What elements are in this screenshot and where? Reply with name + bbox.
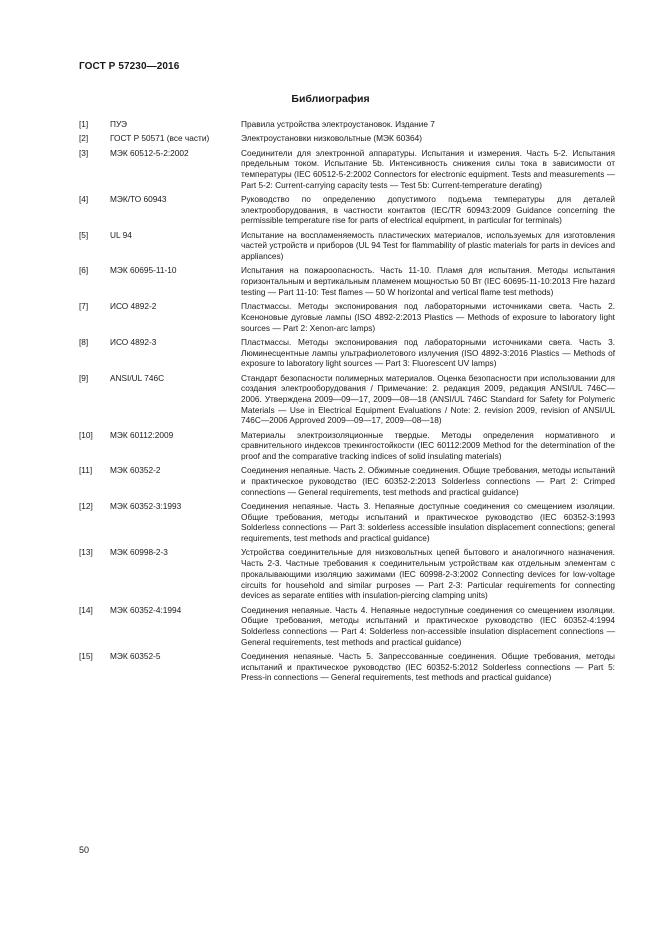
bibliography-entry bbox=[79, 337, 615, 369]
entry-description: Соединения непаяные. Часть 5. Запрессованные соединения. Общие требования, методы испытаний и практическое руководство (IEC 60352-5:2012 Solderless connections — Part 5: Press-in connections — General requirements, test methods and practical guidance) bbox=[241, 650, 615, 683]
bibliography-entry bbox=[79, 430, 615, 462]
entry-code: UL 94 bbox=[110, 229, 132, 240]
entry-number: [1] bbox=[79, 119, 89, 129]
entry-code: ANSI/UL 746C bbox=[110, 372, 165, 383]
entry-description: Испытание на воспламеняемость пластических материалов, используемых для изготовления частей устройств и приборов (UL 94 Test for flammability of plastic materials for parts in devices and appliances) bbox=[241, 229, 616, 262]
entry-description: Электроустановки низковольтные (МЭК 60364) bbox=[241, 133, 422, 144]
bibliography-entry bbox=[79, 605, 615, 648]
bibliography-entry bbox=[79, 230, 615, 262]
entry-number: [7] bbox=[79, 301, 89, 312]
bibliography-entry bbox=[79, 547, 615, 601]
entry-code: МЭК 60352-3:1993 bbox=[110, 501, 182, 512]
entry-code: МЭК 60352-2 bbox=[110, 465, 161, 476]
entry-code: МЭК/ТО 60943 bbox=[110, 194, 167, 204]
document-header: ГОСТ Р 57230—2016 bbox=[79, 61, 180, 72]
entry-code: МЭК 60352-4:1994 bbox=[110, 604, 182, 615]
bibliography-entry bbox=[79, 373, 615, 427]
bibliography-list bbox=[79, 119, 615, 687]
bibliography-entry bbox=[79, 133, 615, 144]
entry-description: Соединения непаяные. Часть 4. Непаяные недоступные соединения со смещением изоляции. Общие требования, методы испытаний и практическое руководство (IEC 60352-4:1994 Solderless connections — Part 4: Solderless non-accessible insulation displacement connections — General requirements, test methods and practical guidance) bbox=[241, 604, 615, 647]
entry-description: Соединители для электронной аппаратуры. Испытания и измерения. Часть 5-2. Испытания предельным током. Испытание 5b. Интенсивность снижения силы тока в зависимости от температуры (IEC 60512-5-2:2002 Connectors for electronic equipment. Tests and measurements — Part 5-2: Current-carrying capacity tests — Test 5b: Current-temperature derating) bbox=[241, 147, 615, 190]
entry-number: [15] bbox=[79, 650, 93, 661]
page-number: 50 bbox=[79, 845, 90, 855]
entry-number: [4] bbox=[79, 194, 89, 204]
entry-code: ИСО 4892-2 bbox=[110, 301, 157, 312]
entry-code: МЭК 60695-11-10 bbox=[110, 265, 177, 276]
bibliography-entry bbox=[79, 265, 615, 297]
entry-code: ПУЭ bbox=[110, 119, 128, 129]
entry-code: ГОСТ Р 50571 (все части) bbox=[110, 133, 210, 144]
entry-number: [9] bbox=[79, 372, 89, 383]
bibliography-entry bbox=[79, 148, 615, 191]
entry-code: ИСО 4892-3 bbox=[110, 336, 157, 347]
entry-description: Правила устройства электроустановок. Издание 7 bbox=[241, 119, 435, 129]
entry-description: Соединения непаяные. Часть 3. Непаяные доступные соединения со смещением изоляции. Общие требования, методы испытаний и практическое руководство (IEC 60352-3:1993 Solderless connections — Part 3: solderless accessible insulation displacement connections; general requirements, test methods and practical guidance) bbox=[241, 501, 615, 544]
entry-description: Устройства соединительные для низковольтных цепей бытового и аналогичного назначения. Часть 2-3. Частные требования к соединительным устройствам как отдельным элементам с прокалывающими изоляцию зажимами (IEC 60998-2-3:2002 Connecting devices for low-voltage circuits for household and similar purposes — Part 2-3: Particular requirements for connecting devices as separate entities with insulation-piercing clamping units) bbox=[241, 547, 615, 601]
entry-number: [12] bbox=[79, 501, 93, 512]
entry-description: Пластмассы. Методы экспонирования под лабораторными источниками света. Часть 2. Ксеноновые дуговые лампы (ISO 4892-2:2013 Plastics — Methods of exposure to laboratory light sources — Part 2: Xenon-arc lamps) bbox=[241, 301, 615, 333]
entry-number: [6] bbox=[79, 265, 89, 276]
entry-description: Соединения непаяные. Часть 2. Обжимные соединения. Общие требования, методы испытаний и практическое руководство (IEC 60352-2:2013 Solderless connections — Part 2: Crimped connections — General requirements, test methods and practical guidance) bbox=[241, 465, 615, 497]
entry-description: Пластмассы. Методы экспонирования под лабораторными источниками света. Часть 3. Люминесцентные лампы ультрафиолетового излучения (ISO 4892-3:2016 Plastics — Methods of exposure to laboratory light sources — Part 3: Fluorescent UV lamps) bbox=[241, 336, 615, 369]
entry-code: МЭК 60352-5 bbox=[110, 650, 161, 661]
entry-description: Испытания на пожароопасность. Часть 11-10. Пламя для испытания. Методы испытания горизонтальным и вертикальным пламенем мощностью 50 Вт (IEC 60695-11-10:2013 Fire hazard testing — Part 11-10: Test flames — 50 W horizontal and vertical flame test methods) bbox=[241, 265, 615, 297]
page-title: Библиография bbox=[291, 93, 370, 105]
entry-number: [3] bbox=[79, 147, 89, 158]
entry-number: [2] bbox=[79, 133, 89, 144]
entry-number: [11] bbox=[79, 465, 93, 476]
bibliography-entry bbox=[79, 501, 615, 544]
entry-description: Руководство по определению допустимого подъема температуры для деталей электрооборудования, в частности контактов (IEC/TR 60943:2009 Guidance concerning the permissible temperature rise for parts of electrical equipment, in particular for terminals) bbox=[241, 194, 615, 226]
entry-number: [13] bbox=[79, 547, 93, 558]
bibliography-entry bbox=[79, 119, 615, 130]
entry-description: Стандарт безопасности полимерных материалов. Оценка безопасности при использовании для создания электрооборудования / Примечание: 2. редакция 2009, редакция ANSI/UL 746C—2006. Утверждена 2009—09—17, 2009—08—18 (ANSI/UL 746C Standard for Safety for Polymeric Materials — Use in Electrical Equipment Evaluations / Note: 2. revision 2009, revision of ANSI/UL 746C—2006 Approved 2009—09—17, 2009—08—18) bbox=[241, 372, 615, 426]
entry-code: МЭК 60112:2009 bbox=[110, 429, 174, 440]
entry-number: [10] bbox=[79, 429, 93, 440]
entry-code: МЭК 60512-5-2:2002 bbox=[110, 147, 189, 158]
entry-number: [5] bbox=[79, 229, 89, 240]
bibliography-entry bbox=[79, 651, 615, 683]
entry-number: [14] bbox=[79, 604, 93, 615]
entry-number: [8] bbox=[79, 336, 89, 347]
bibliography-entry bbox=[79, 301, 615, 333]
bibliography-entry bbox=[79, 194, 615, 226]
entry-description: Материалы электроизоляционные твердые. Методы определения нормативного и сравнительного индексов трекингостойкости (IEC 60112:2009 Method for the determination of the proof and the comparative tracking indices of solid insulating materials) bbox=[241, 429, 615, 462]
entry-code: МЭК 60998-2-3 bbox=[110, 547, 168, 558]
bibliography-entry bbox=[79, 465, 615, 497]
